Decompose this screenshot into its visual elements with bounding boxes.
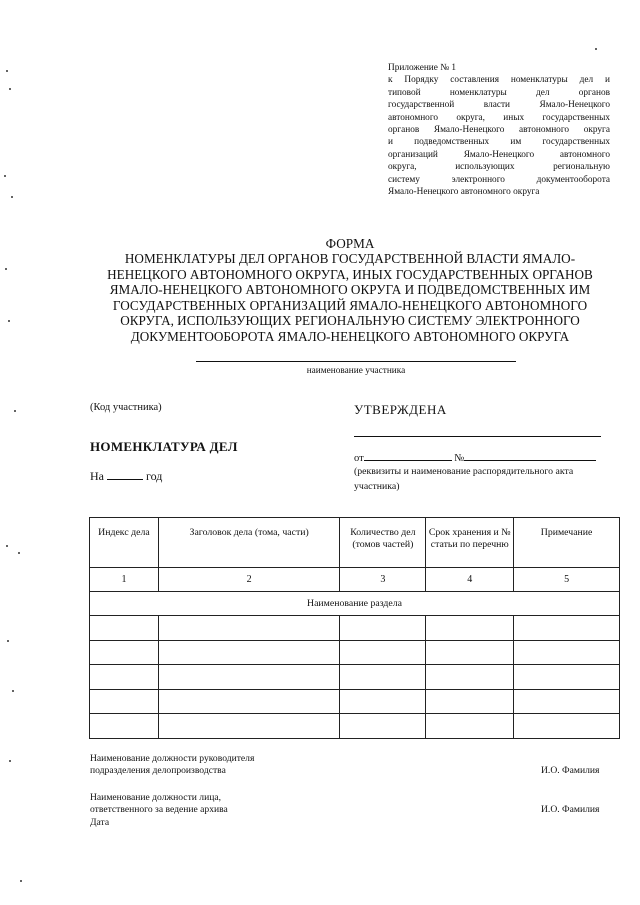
table-row [90,714,620,739]
head-position-line: Наименование должности руководителя [90,753,255,764]
appendix-title: Приложение № 1 [388,63,457,73]
nomenclature-table [89,517,620,739]
table-header-row [90,518,620,568]
table-cell [426,640,514,665]
section-row [90,592,620,616]
table-cell [90,665,159,690]
appendix-line: организаций Ямало-Ненецкого автономного [388,149,610,160]
act-date-line [364,450,452,461]
table-cell [340,665,426,690]
column-header: Индекс дела [90,518,159,568]
table-cell [340,616,426,641]
ot-label: от [354,453,364,464]
archive-position-line: Наименование должности лица, [90,792,222,803]
table-cell [158,616,340,641]
archive-position-line: ответственного за ведение архива [90,804,228,816]
table-cell [426,665,514,690]
appendix-line: Ямало-Ненецкого автономного округа [388,187,540,198]
table-cell [340,714,426,739]
table-cell [158,689,340,714]
table-cell [514,665,620,690]
table-cell [90,689,159,714]
appendix-block [388,62,610,198]
act-number-line [464,450,596,461]
table-cell [158,640,340,665]
table-cell [426,714,514,739]
table-cell [514,616,620,641]
participant-name-label: наименование участника [306,366,406,376]
appendix-line: к Порядку составления номенклатуры дел и [388,75,610,86]
column-header: Количество дел (томов частей) [340,518,426,568]
table-cell [340,689,426,714]
table-cell [514,714,620,739]
nomenclature-heading: НОМЕНКЛАТУРА ДЕЛ [90,439,238,454]
form-title: НОМЕНКЛАТУРЫ ДЕЛ ОРГАНОВ ГОСУДАРСТВЕННОЙ ВЛАСТИ ЯМАЛО-НЕНЕЦКОГО АВТОНОМНОГО ОКРУГА, ИНЫХ ГОСУДАРСТВЕННЫХ ОРГАНОВ ЯМАЛО-НЕНЕЦКОГО АВТОНОМНОГО ОКРУГА И ПОДВЕДОМСТВЕННЫХ ИМ ГОСУДАРСТВЕННЫХ ОРГАНИЗАЦИЙ ЯМАЛО-НЕНЕЦКОГО АВТОНОМНОГО ОКРУГА, ИСПОЛЬЗУЮЩИХ РЕГИОНАЛЬНУЮ СИСТЕМУ ЭЛЕКТРОННОГО ДОКУМЕНТООБОРОТА ЯМАЛО-НЕНЕЦКОГО АВТОНОМНОГО ОКРУГА [107,251,593,344]
table-cell [514,640,620,665]
appendix-line: органов Ямало-Ненецкого автономного округа [388,125,610,136]
table-cell [90,616,159,641]
act-date-number-row [354,450,604,464]
column-number: 2 [158,568,340,592]
column-header: Примечание [514,518,620,568]
approved-stamp: УТВЕРЖДЕНА [354,402,447,417]
na-label: На [90,469,104,483]
archive-date-label: Дата [90,816,110,828]
participant-name-line [196,361,516,362]
table-cell [158,714,340,739]
table-cell [158,665,340,690]
head-position-line: подразделения делопроизводства [90,765,226,777]
form-heading: ФОРМА [325,236,375,251]
column-number-row [90,568,620,592]
table-row [90,665,620,690]
section-name: Наименование раздела [90,592,620,616]
table-cell [90,714,159,739]
column-number: 4 [426,568,514,592]
appendix-line: округа, использующих региональную [388,162,610,173]
appendix-line: государственной власти Ямало-Ненецкого [388,100,610,111]
table-cell [514,689,620,714]
appendix-line: типовой номенклатуры дел органов [388,87,610,98]
column-number: 1 [90,568,159,592]
number-sign: № [454,453,465,464]
table-cell [426,616,514,641]
appendix-line: систему электронного документооборота [388,174,610,185]
table-row [90,689,620,714]
table-cell [426,689,514,714]
act-requisites-label: (реквизиты и наименование распорядительного акта участника) [354,466,574,492]
head-name: И.О. Фамилия [541,765,600,776]
column-number: 5 [514,568,620,592]
table-cell [90,640,159,665]
column-header: Заголовок дела (тома, части) [158,518,340,568]
archive-name: И.О. Фамилия [541,804,600,815]
appendix-line: и подведомственных им государственных [388,137,610,148]
year-row [90,469,162,484]
archive-position-block [90,792,350,829]
appendix-line: автономного округа, иных государственных [388,112,610,123]
table-row [90,640,620,665]
table-cell [340,640,426,665]
table-row [90,616,620,641]
participant-code-label: (Код участника) [90,402,162,413]
year-label: год [146,469,163,483]
approved-signature-line [354,436,601,437]
year-line [107,469,143,480]
head-position-block [90,753,350,778]
column-number: 3 [340,568,426,592]
column-header: Срок хранения и № статьи по перечню [426,518,514,568]
